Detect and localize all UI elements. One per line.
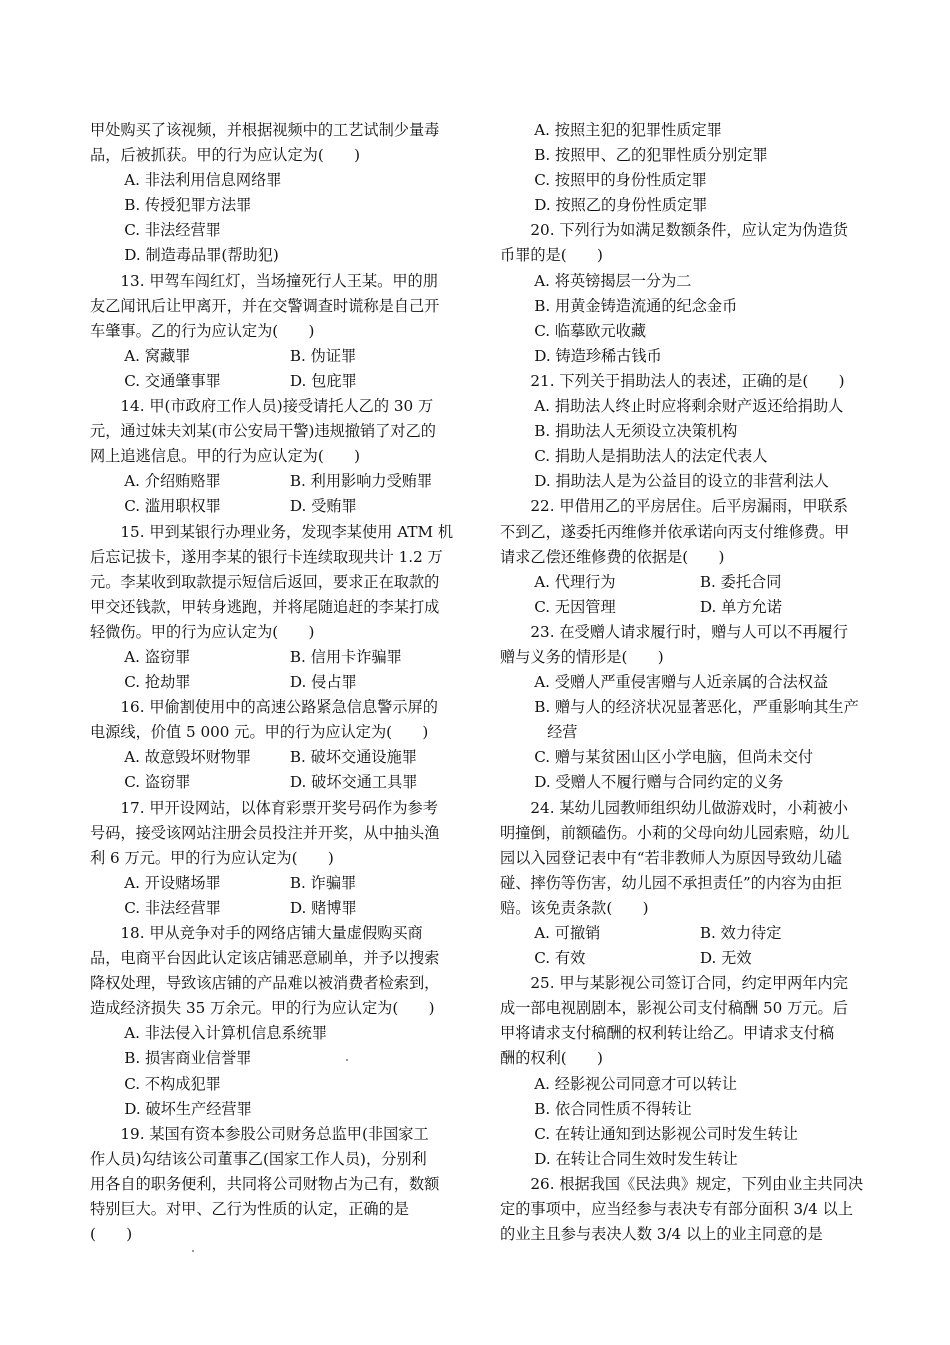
option-label: A. 故意毁坏财物罪 bbox=[124, 748, 252, 767]
option-label: D. 侵占罪 bbox=[289, 673, 357, 692]
question-text: 赠与义务的情形是( ) bbox=[500, 647, 664, 666]
option-label: A. 窝藏罪 bbox=[124, 346, 191, 365]
question-text: 酬的权利( ) bbox=[500, 1049, 603, 1068]
option-pair bbox=[500, 946, 880, 971]
option-label: C. 抢劫罪 bbox=[124, 673, 191, 692]
option-label: A. 代理行为 bbox=[534, 572, 616, 591]
option-line: A. 捐助法人终止时应将剩余财产返还给捐助人 bbox=[534, 397, 844, 416]
option-line: B. 传授犯罪方法罪 bbox=[124, 196, 252, 215]
question-start: 19. 某国有资本参股公司财务总监甲(非国家工 bbox=[120, 1124, 429, 1143]
option-pair bbox=[90, 344, 470, 369]
question-text: 不到乙，遂委托丙维修并依承诺向丙支付维修费。甲 bbox=[500, 522, 850, 541]
question-text: 园以入园登记表中有“若非教师人为原因导致幼儿磕 bbox=[500, 848, 842, 867]
question-text: 降权处理，导致该店铺的产品难以被消费者检索到， bbox=[90, 974, 440, 993]
option-line: D. 按照乙的身份性质定罪 bbox=[534, 196, 708, 215]
question-start: 16. 甲偷割使用中的高速公路紧急信息警示屏的 bbox=[120, 698, 438, 717]
question-text: 号码，接受该网站注册会员投注并开奖，从中抽头渔 bbox=[90, 823, 440, 842]
option-label: A. 开设赌场罪 bbox=[124, 873, 221, 892]
option-pair bbox=[90, 770, 470, 795]
option-line: D. 受赠人不履行赠与合同约定的义务 bbox=[534, 773, 784, 792]
option-label: D. 包庇罪 bbox=[289, 371, 357, 390]
option-pair bbox=[90, 645, 470, 670]
option-pair bbox=[90, 871, 470, 896]
question-start: 21. 下列关于捐助法人的表述，正确的是( ) bbox=[530, 371, 845, 390]
question-text: 的业主且参与表决人数 3/4 以上的业主同意的是 bbox=[500, 1225, 823, 1244]
option-line: B. 按照甲、乙的犯罪性质分别定罪 bbox=[534, 146, 768, 165]
option-label: A. 盗窃罪 bbox=[124, 647, 191, 666]
option-label: B. 伪证罪 bbox=[289, 346, 357, 365]
option-label: D. 破坏交通工具罪 bbox=[289, 773, 418, 792]
question-text: 明撞倒，前额磕伤。小莉的父母向幼儿园索赔，幼儿 bbox=[500, 823, 850, 842]
option-line: C. 按照甲的身份性质定罪 bbox=[534, 171, 707, 190]
option-label: C. 盗窃罪 bbox=[124, 773, 191, 792]
question-start: 14. 甲(市政府工作人员)接受请托人乙的 30 万 bbox=[120, 397, 434, 416]
question-text: 作人员)勾结该公司董事乙(国家工作人员)，分别利 bbox=[90, 1149, 427, 1168]
option-pair bbox=[90, 469, 470, 494]
option-label: B. 委托合同 bbox=[699, 572, 782, 591]
question-text: 碰、摔伤等伤害，幼儿园不承担责任”的内容为由拒 bbox=[500, 873, 842, 892]
option-label: D. 无效 bbox=[699, 949, 752, 968]
option-label: B. 破坏交通设施罪 bbox=[289, 748, 417, 767]
option-line: C. 捐助人是捐助法人的法定代表人 bbox=[534, 447, 768, 466]
question-text: 甲处购买了该视频，并根据视频中的工艺试制少量毒 bbox=[90, 121, 440, 139]
left-column bbox=[90, 118, 470, 1247]
question-text: 元。李某收到取款提示短信后返回，要求正在取款的 bbox=[90, 572, 440, 591]
option-line: B. 捐助法人无须设立决策机构 bbox=[534, 422, 738, 441]
option-label: C. 非法经营罪 bbox=[124, 898, 221, 917]
option-label: C. 有效 bbox=[534, 949, 586, 968]
question-text: 友乙闻讯后让甲离开，并在交警调查时谎称是自己开 bbox=[90, 296, 440, 315]
option-label: C. 无因管理 bbox=[534, 597, 616, 616]
option-pair bbox=[500, 921, 880, 946]
option-label: D. 受贿罪 bbox=[289, 497, 357, 516]
question-text: 特别巨大。对甲、乙行为性质的认定，正确的是 bbox=[90, 1200, 409, 1219]
option-line: C. 不构成犯罪 bbox=[124, 1074, 221, 1093]
question-text: 甲将请求支付稿酬的权利转让给乙。甲请求支付稿 bbox=[500, 1024, 835, 1043]
option-label: A. 介绍贿赂罪 bbox=[124, 472, 221, 491]
question-text: 品，电商平台因此认定该店铺恶意刷单，并予以搜索 bbox=[90, 949, 440, 968]
option-label: C. 交通肇事罪 bbox=[124, 371, 221, 390]
question-start: 25. 甲与某影视公司签订合同，约定甲两年内完 bbox=[530, 974, 848, 993]
option-line: D. 制造毒品罪(帮助犯) bbox=[124, 246, 279, 265]
question-text: 币罪的是( ) bbox=[500, 246, 603, 265]
option-pair bbox=[90, 896, 470, 921]
option-pair bbox=[500, 570, 880, 595]
option-line: D. 铸造珍稀古钱币 bbox=[534, 346, 662, 365]
question-text: 电源线，价值 5 000 元。甲的行为应认定为( ) bbox=[90, 723, 429, 742]
option-line: A. 按照主犯的犯罪性质定罪 bbox=[534, 121, 722, 139]
question-text: 元，通过妹夫刘某(市公安局干警)违规撤销了对乙的 bbox=[90, 422, 436, 441]
option-line: D. 捐助法人是为公益目的设立的非营利法人 bbox=[534, 472, 829, 491]
option-pair bbox=[500, 595, 880, 620]
option-line: B. 赠与人的经济状况显著恶化，严重影响其生产 bbox=[534, 698, 859, 717]
question-start: 23. 在受赠人请求履行时，赠与人可以不再履行 bbox=[530, 622, 848, 641]
option-line: B. 依合同性质不得转让 bbox=[534, 1099, 692, 1118]
question-text: 用各自的职务便利，共同将公司财物占为己有，数额 bbox=[90, 1174, 440, 1193]
question-start: 13. 甲驾车闯红灯，当场撞死行人王某。甲的朋 bbox=[120, 271, 438, 290]
option-label: D. 赌博罪 bbox=[289, 898, 357, 917]
option-line: D. 破坏生产经营罪 bbox=[124, 1099, 252, 1118]
option-label: B. 效力待定 bbox=[699, 924, 782, 942]
question-start: 26. 根据我国《民法典》规定，下列由业主共同决 bbox=[530, 1174, 864, 1193]
option-label: B. 利用影响力受贿罪 bbox=[289, 472, 433, 491]
option-line: A. 经影视公司同意才可以转让 bbox=[534, 1074, 738, 1093]
option-line: A. 将英镑揭层一分为二 bbox=[534, 271, 692, 290]
option-line: C. 临摹欧元收藏 bbox=[534, 321, 647, 340]
question-text: 甲交还钱款，甲转身逃跑，并将尾随追赶的李某打成 bbox=[90, 597, 440, 616]
question-text: 网上追逃信息。甲的行为应认定为( ) bbox=[90, 447, 361, 466]
question-text: 成一部电视剧剧本，影视公司支付稿酬 50 万元。后 bbox=[500, 999, 848, 1018]
option-line: C. 赠与某贫困山区小学电脑，但尚未交付 bbox=[534, 748, 814, 767]
option-pair bbox=[90, 369, 470, 394]
option-line: A. 非法侵入计算机信息系统罪 bbox=[124, 1024, 328, 1043]
question-start: 24. 某幼儿园教师组织幼儿做游戏时，小莉被小 bbox=[530, 798, 848, 817]
right-column bbox=[500, 118, 880, 1247]
option-line: 经营 bbox=[547, 723, 578, 742]
question-text: 造成经济损失 35 万余元。甲的行为应认定为( ) bbox=[90, 999, 435, 1018]
option-line: D. 在转让合同生效时发生转让 bbox=[534, 1149, 738, 1168]
option-label: D. 单方允诺 bbox=[699, 597, 782, 616]
scan-speck bbox=[346, 1059, 348, 1061]
option-line: C. 在转让通知到达影视公司时发生转让 bbox=[534, 1124, 798, 1143]
option-pair bbox=[90, 745, 470, 770]
question-start: 22. 甲借用乙的平房居住。后平房漏雨，甲联系 bbox=[530, 497, 848, 516]
question-text: ( ) bbox=[90, 1225, 133, 1244]
question-text: 后忘记拔卡，遂用李某的银行卡连续取现共计 1.2 万 bbox=[90, 547, 443, 566]
question-start: 15. 甲到某银行办理业务，发现李某使用 ATM 机 bbox=[120, 522, 454, 541]
question-text: 品，后被抓获。甲的行为应认定为( ) bbox=[90, 146, 361, 165]
question-text: 轻微伤。甲的行为应认定为( ) bbox=[90, 622, 315, 641]
option-line: A. 非法利用信息网络罪 bbox=[124, 171, 282, 190]
question-text: 利 6 万元。甲的行为应认定为( ) bbox=[90, 848, 334, 867]
option-pair bbox=[90, 670, 470, 695]
option-line: C. 非法经营罪 bbox=[124, 221, 221, 240]
question-text: 请求乙偿还维修费的依据是( ) bbox=[500, 547, 725, 566]
option-label: B. 诈骗罪 bbox=[289, 873, 357, 892]
question-start: 20. 下列行为如满足数额条件，应认定为伪造货 bbox=[530, 221, 848, 240]
scan-speck bbox=[192, 1250, 194, 1252]
option-label: B. 信用卡诈骗罪 bbox=[289, 647, 402, 666]
question-start: 18. 甲从竞争对手的网络店铺大量虚假购买商 bbox=[120, 924, 423, 942]
option-line: B. 损害商业信誉罪 bbox=[124, 1049, 252, 1068]
question-text: 定的事项中，应当经参与表决专有部分面积 3/4 以上 bbox=[500, 1200, 854, 1219]
option-pair bbox=[90, 494, 470, 519]
question-start: 17. 甲开设网站，以体育彩票开奖号码作为参考 bbox=[120, 798, 438, 817]
option-line: B. 用黄金铸造流通的纪念金币 bbox=[534, 296, 738, 315]
option-line: A. 受赠人严重侵害赠与人近亲属的合法权益 bbox=[534, 673, 829, 692]
option-label: A. 可撤销 bbox=[534, 924, 601, 942]
question-text: 赔。该免责条款( ) bbox=[500, 898, 649, 917]
option-label: C. 滥用职权罪 bbox=[124, 497, 221, 516]
question-text: 车肇事。乙的行为应认定为( ) bbox=[90, 321, 315, 340]
